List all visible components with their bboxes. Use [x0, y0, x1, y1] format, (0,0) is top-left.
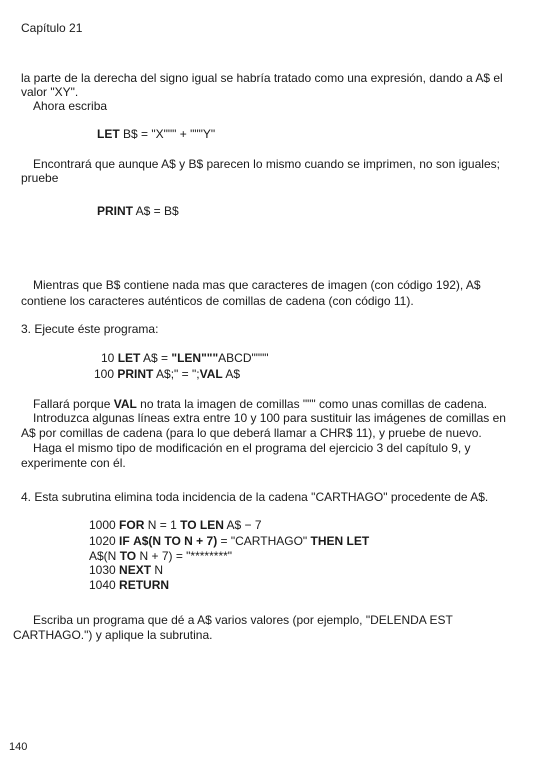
code-line	[89, 549, 232, 563]
paragraph-line: Haga el mismo tipo de modificación en el programa del ejercicio 3 del capítulo 9, y	[33, 441, 471, 455]
chapter-header: Capítulo 21	[21, 21, 83, 35]
code-text: A$(N	[89, 549, 120, 563]
exercise-item: 3. Ejecute éste programa:	[21, 322, 159, 336]
paragraph-line: experimente con él.	[21, 456, 126, 470]
page-number: 140	[9, 741, 28, 753]
line-number: 1020	[89, 534, 116, 548]
code-line	[89, 518, 262, 532]
code-keyword: PRINT	[117, 367, 154, 381]
code-keyword: VAL	[113, 397, 137, 411]
code-text: A$;" = ";	[153, 367, 200, 381]
paragraph-line: contiene los caracteres auténticos de comillas de cadena (con código 11).	[21, 294, 414, 308]
code-text: A$ = B$	[133, 204, 179, 218]
code-text: A$ =	[140, 351, 172, 365]
paragraph-text: Fallará porque	[33, 397, 114, 411]
code-keyword: RETURN	[119, 578, 170, 592]
paragraph-line: A$ por comillas de cadena (para lo que deberá llamar a CHR$ 11), y pruebe de nuevo.	[21, 426, 482, 440]
exercise-item: 4. Esta subrutina elimina toda incidencia de la cadena "CARTHAGO" procedente de A$.	[21, 490, 489, 504]
code-line	[89, 578, 169, 592]
paragraph-line: Ahora escriba	[33, 99, 108, 113]
paragraph-line: Introduzca algunas líneas extra entre 10 y 100 para sustituir las imágenes de comillas en	[33, 411, 506, 425]
code-text: ABCD""""	[218, 351, 269, 365]
code-text: A$ − 7	[223, 518, 262, 532]
paragraph-line: la parte de la derecha del signo igual se habría tratado como una expresión, dando a A$ el	[21, 71, 503, 85]
code-keyword: PRINT	[97, 204, 133, 218]
code-keyword: A$(N TO N + 7)	[133, 534, 218, 548]
code-line	[101, 351, 269, 365]
code-line	[89, 563, 163, 577]
line-number: 1000	[89, 518, 116, 532]
code-string: "LEN"""	[171, 351, 219, 365]
code-line	[97, 204, 179, 218]
code-line	[89, 534, 369, 548]
paragraph-line: valor "XY".	[21, 85, 79, 99]
code-keyword: IF	[119, 534, 130, 548]
code-text: N	[151, 563, 164, 577]
paragraph-text: no trata la imagen de comillas """ como unas comillas de cadena.	[136, 397, 488, 411]
code-keyword: THEN LET	[310, 534, 370, 548]
code-keyword: FOR	[119, 518, 145, 532]
line-number: 1040	[89, 578, 116, 592]
code-text: N + 7) = "********"	[136, 549, 233, 563]
code-text: = "CARTHAGO"	[217, 534, 311, 548]
paragraph-line: pruebe	[21, 171, 59, 185]
code-text: A$	[222, 367, 241, 381]
paragraph-line: Encontrará que aunque A$ y B$ parecen lo mismo cuando se imprimen, no son iguales;	[33, 157, 500, 171]
code-keyword: VAL	[199, 367, 223, 381]
code-line	[94, 367, 240, 381]
code-text: N = 1	[144, 518, 181, 532]
paragraph-line: Mientras que B$ contiene nada mas que caracteres de imagen (con código 192), A$	[33, 278, 481, 292]
line-number: 100	[94, 367, 115, 381]
paragraph-line: CARTHAGO.") y aplique la subrutina.	[13, 628, 213, 642]
code-text: B$ = "X""" + """Y"	[119, 127, 216, 141]
line-number: 1030	[89, 563, 116, 577]
code-keyword: LET	[97, 127, 120, 141]
code-keyword: LET	[117, 351, 141, 365]
paragraph-line: Escriba un programa que dé a A$ varios valores (por ejemplo, "DELENDA EST	[33, 613, 453, 627]
code-keyword: TO	[119, 549, 137, 563]
code-keyword: TO LEN	[180, 518, 224, 532]
code-line	[97, 127, 215, 141]
paragraph-line	[33, 397, 487, 411]
code-keyword: NEXT	[119, 563, 152, 577]
line-number: 10	[101, 351, 115, 365]
